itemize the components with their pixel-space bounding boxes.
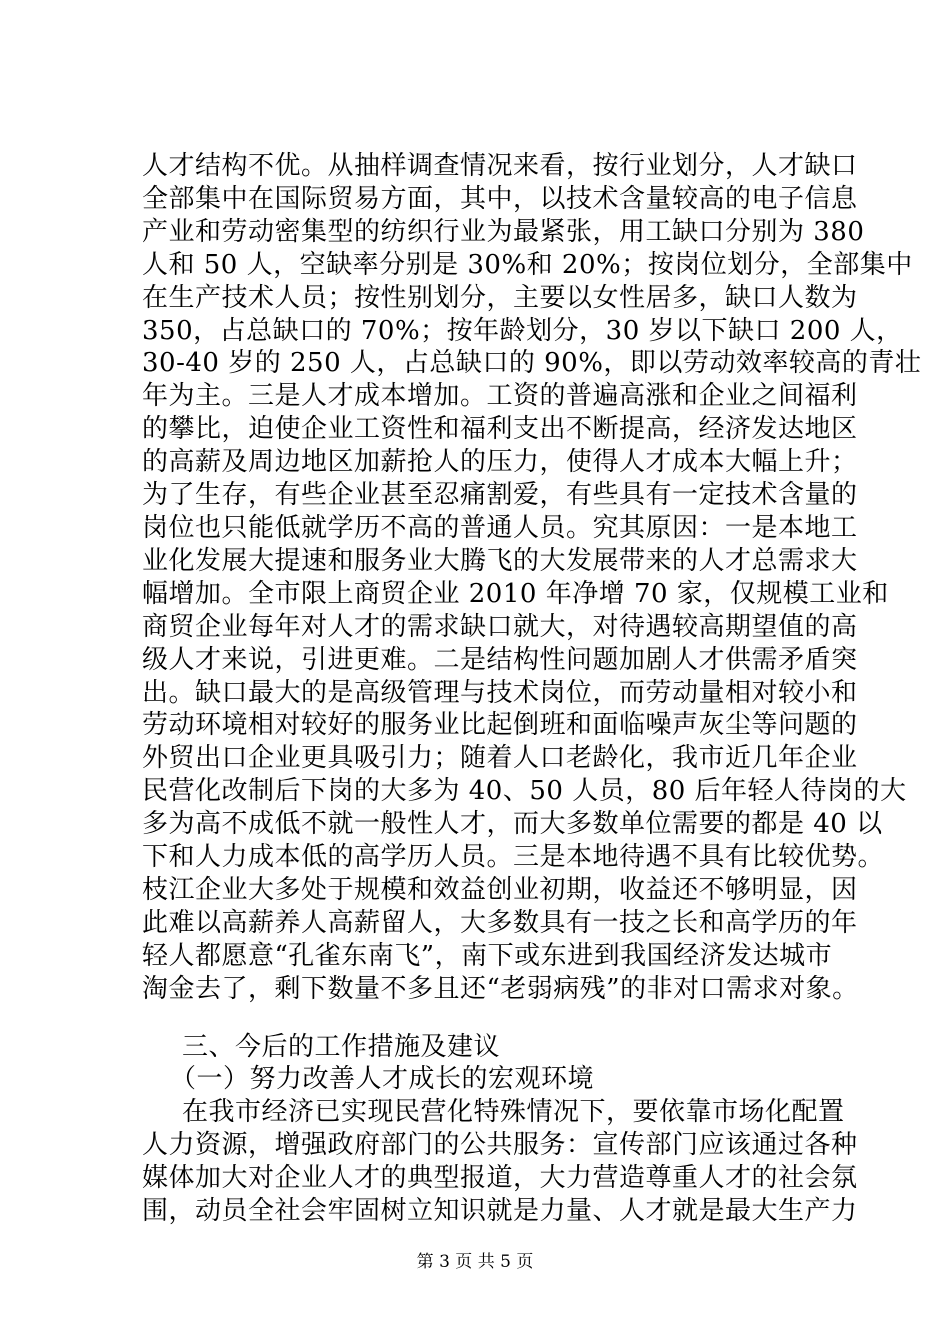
- text-line: 在我市经济已实现民营化特殊情况下，要依靠市场化配置: [182, 1097, 845, 1128]
- text-line: 商贸企业每年对人才的需求缺口就大，对待遇较高期望值的高: [142, 611, 858, 642]
- text-line: 劳动环境相对较好的服务业比起倒班和面临噪声灰尘等问题的: [142, 710, 858, 741]
- text-line: 出。缺口最大的是高级管理与技术岗位，而劳动量相对较小和: [142, 677, 858, 708]
- paragraph-talent-structure: [142, 150, 922, 1006]
- text-line: 轻人都愿意“孔雀东南飞”，南下或东进到我国经济发达城市: [142, 940, 833, 971]
- section-heading: 三、今后的工作措施及建议: [182, 1031, 501, 1062]
- paragraph-macro-environment: [142, 1096, 858, 1228]
- text-line: 枝江企业大多处于规模和效益创业初期，收益还不够明显，因: [142, 874, 858, 905]
- text-line: 媒体加大对企业人才的典型报道，大力营造尊重人才的社会氛: [142, 1163, 858, 1194]
- text-line: 此难以高薪养人高薪留人，大多数具有一技之长和高学历的年: [142, 907, 858, 938]
- subsection-heading: （一）努力改善人才成长的宏观环境: [170, 1064, 595, 1095]
- text-line: 350，占总缺口的 70%；按年龄划分，30 岁以下缺口 200 人，: [142, 315, 903, 346]
- text-line: 级人才来说，引进更难。二是结构性问题加剧人才供需矛盾突: [142, 644, 858, 675]
- text-line: 围，动员全社会牢固树立知识就是力量、人才就是最大生产力: [142, 1196, 858, 1227]
- text-line: 业化发展大提速和服务业大腾飞的大发展带来的人才总需求大: [142, 545, 858, 576]
- page-number-footer: 第 3 页 共 5 页: [416, 1252, 534, 1272]
- text-line: 人和 50 人，空缺率分别是 30%和 20%；按岗位划分，全部集中: [142, 249, 913, 280]
- text-line: 的高薪及周边地区加薪抢人的压力，使得人才成本大幅上升；: [142, 447, 858, 478]
- text-line: 外贸出口企业更具吸引力；随着人口老龄化，我市近几年企业: [142, 743, 858, 774]
- text-line: 全部集中在国际贸易方面，其中，以技术含量较高的电子信息: [142, 183, 858, 214]
- text-line: 年为主。三是人才成本增加。工资的普遍高涨和企业之间福利: [142, 381, 858, 412]
- text-line: 岗位也只能低就学历不高的普通人员。究其原因：一是本地工: [142, 512, 858, 543]
- text-line: 在生产技术人员；按性别划分，主要以女性居多，缺口人数为: [142, 282, 858, 313]
- text-line: 为了生存，有些企业甚至忍痛割爱，有些具有一定技术含量的: [142, 480, 858, 511]
- text-line: 30-40 岁的 250 人，占总缺口的 90%，即以劳动效率较高的青壮: [142, 348, 922, 379]
- text-line: 的攀比，迫使企业工资性和福利支出不断提高，经济发达地区: [142, 414, 858, 445]
- text-line: 人才结构不优。从抽样调查情况来看，按行业划分，人才缺口: [142, 151, 858, 181]
- text-line: 多为高不成低不就一般性人才，而大多数单位需要的都是 40 以: [142, 809, 883, 840]
- text-line: 淘金去了，剩下数量不多且还“老弱病残”的非对口需求对象。: [142, 973, 859, 1004]
- text-line: 幅增加。全市限上商贸企业 2010 年净增 70 家，仅规模工业和: [142, 578, 889, 609]
- text-line: 人力资源，增强政府部门的公共服务：宣传部门应该通过各种: [142, 1130, 858, 1161]
- text-line: 下和人力成本低的高学历人员。三是本地待遇不具有比较优势。: [142, 842, 885, 873]
- text-line: 民营化改制后下岗的大多为 40、50 人员，80 后年轻人待岗的大: [142, 776, 907, 807]
- paragraph-spacer: [142, 1006, 832, 1031]
- document-body: [142, 150, 922, 1228]
- text-line: 产业和劳动密集型的纺织行业为最紧张，用工缺口分别为 380: [142, 216, 865, 247]
